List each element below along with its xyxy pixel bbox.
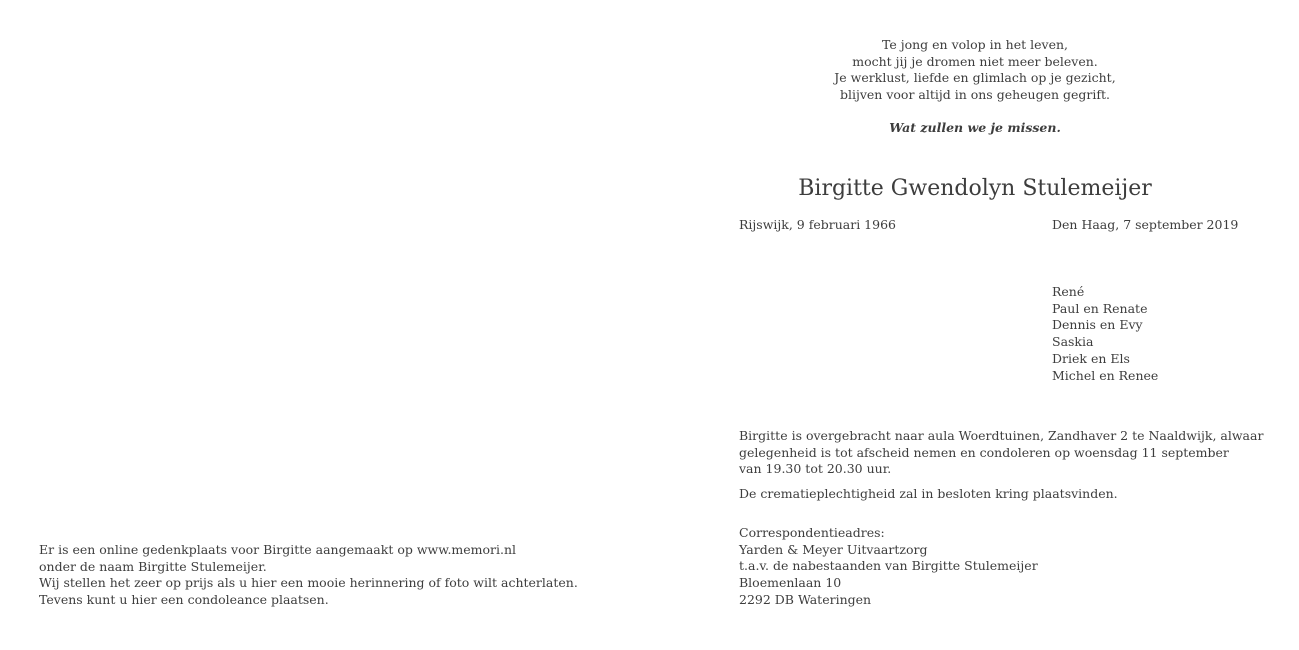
online-line: Tevens kunt u hier een condoleance plaatsen. [39, 592, 329, 608]
visitation-notice [739, 428, 1263, 478]
birth-place-date: Rijswijk, 9 februari 1966 [739, 217, 896, 232]
notice-line: van 19.30 tot 20.30 uur. [739, 461, 892, 477]
poem [740, 37, 1210, 104]
family-list [1052, 284, 1158, 384]
poem-line: Te jong en volop in het leven, [881, 37, 1069, 52]
deceased-name: Birgitte Gwendolyn Stulemeijer [798, 176, 1152, 201]
address-line: Bloemenlaan 10 [739, 575, 842, 591]
poem-line: blijven voor altijd in ons geheugen gegrift. [839, 87, 1111, 103]
notice-line: Birgitte is overgebracht naar aula Woerdtuinen, Zandhaver 2 te Naaldwijk, alwaar [739, 428, 1264, 443]
address-line: Yarden & Meyer Uitvaartzorg [739, 541, 928, 557]
address-line: t.a.v. de nabestaanden van Birgitte Stulemeijer [739, 558, 1038, 574]
family-member: Driek en Els [1052, 350, 1130, 366]
correspondence-address [739, 525, 1038, 609]
motto: Wat zullen we je missen. [889, 120, 1061, 135]
death-place-date: Den Haag, 7 september 2019 [1052, 217, 1239, 232]
cremation-notice: De crematieplechtigheid zal in besloten kring plaatsvinden. [739, 486, 1118, 501]
notice-line: gelegenheid is tot afscheid nemen en condoleren op woensdag 11 september [739, 444, 1229, 460]
family-member: Saskia [1052, 334, 1094, 350]
online-memorial-notice [39, 542, 578, 609]
poem-line: mocht jij je dromen niet meer beleven. [852, 53, 1098, 69]
poem-line: Je werklust, liefde en glimlach op je gezicht, [834, 70, 1116, 86]
family-member: Michel en Renee [1052, 367, 1159, 383]
online-line: Er is een online gedenkplaats voor Birgitte aangemaakt op www.memori.nl [39, 542, 517, 557]
address-line: 2292 DB Wateringen [739, 591, 872, 607]
online-line: Wij stellen het zeer op prijs als u hier een mooie herinnering of foto wilt achterlaten. [39, 575, 578, 591]
family-member: Dennis en Evy [1052, 317, 1143, 333]
online-line: onder de naam Birgitte Stulemeijer. [39, 558, 267, 574]
family-member: René [1052, 284, 1085, 299]
family-member: Paul en Renate [1052, 300, 1148, 316]
address-line: Correspondentieadres: [739, 525, 885, 540]
